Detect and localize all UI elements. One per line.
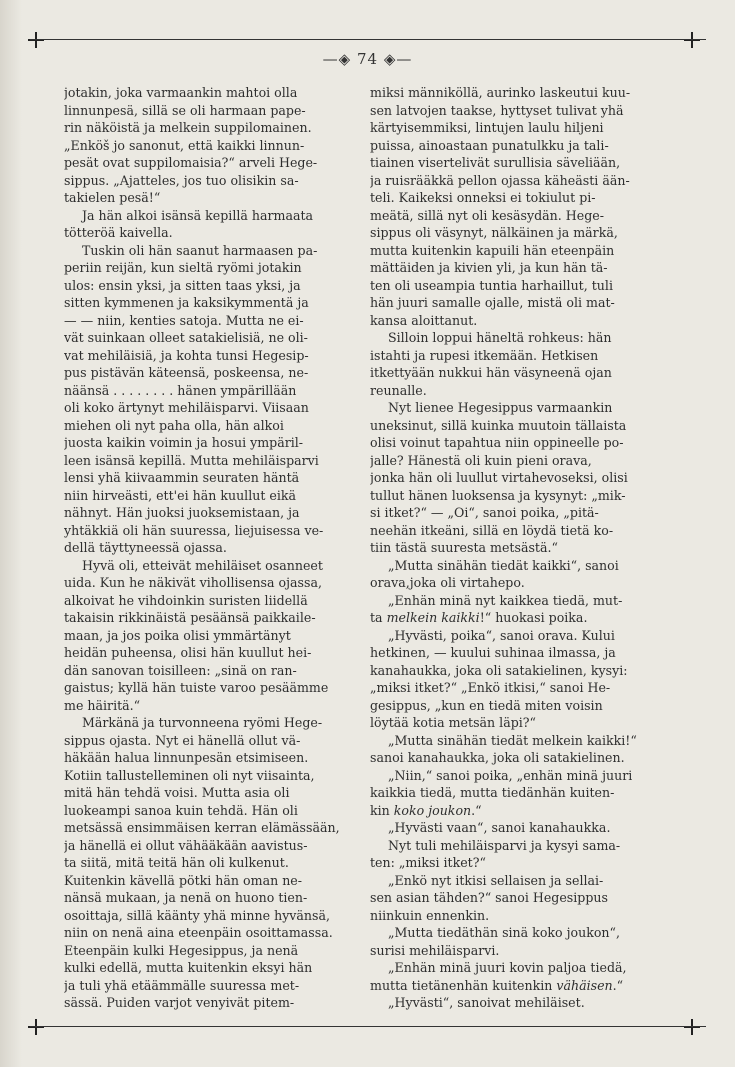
text-line: — — niin, kenties satoja. Mutta ne ei- [64,312,304,328]
text-line: sässä. Puiden varjot venyivät pitem- [64,995,295,1010]
text-line: „Enköš jo sanonut, että kaikki linnun- [64,137,305,153]
text-line: Kotiin tallustelleminen oli nyt viisainta, [64,767,315,783]
text-line: luokeampi sanoa kuin tehdä. Hän oli [64,802,298,818]
text-line: kansa aloittanut. [370,312,478,328]
text-line: osoittaja, sillä käänty yhä minne hyvänsä, [64,907,331,923]
text-line: sanoi kanahaukka, joka oli satakielinen. [370,750,625,765]
header-ornament-right: ◈— [383,50,413,68]
text-line: „Hyvästi, poika“, sanoi orava. Kului [388,627,615,643]
text-line: me häiritä.“ [64,697,141,713]
text-line: juosta kaikin voimin ja hosui ympäril- [64,435,304,450]
page-header [0,50,735,68]
text-line: alkoivat he vihdoinkin suristen liidellä [64,592,308,608]
text-line: oli koko ärtynyt mehiläisparvi. Viisaan [64,400,309,415]
top-rule [30,39,706,40]
text-line: „Mutta tiedäthän sinä koko joukon“, [388,925,620,940]
text-line: itkettyään nukkui hän väsyneenä ojan [370,365,612,380]
text-line: puissa, ainoastaan punatulkku ja tali- [370,137,609,153]
text-line: Nyt lienee Hegesippus varmaankin [388,400,613,415]
registration-mark-top-right [684,32,700,48]
text-line: kulki edellä, mutta kuitenkin eksyi hän [64,960,313,975]
text-line: Hyvä oli, etteivät mehiläiset osanneet [82,557,323,573]
text-line: pesät ovat suppilomaisia?“ arveli Hege- [64,155,318,170]
text-line: ta melkein kaikki!“ huokasi poika. [370,610,588,625]
text-line: Silloin loppui häneltä rohkeus: hän [388,330,612,345]
text-line: ja hänellä ei ollut vähääkään aavistus- [64,837,308,853]
text-line: uneksinut, sillä kuinka muutoin tällaista [370,417,627,433]
text-line: ten oli useampia tuntia harhaillut, tuli [370,277,613,293]
bottom-rule [30,1026,706,1027]
text-line: ja tuli yhä etäämmälle suuressa met- [64,977,300,993]
text-line: häkään halua linnunpesän etsimiseen. [64,750,309,765]
text-line: „Enhän minä juuri kovin paljoa tiedä, [388,960,627,975]
text-line: maan, ja jos poika olisi ymmärtänyt [64,627,291,643]
text-line: kaikkia tiedä, mutta tiedänhän kuiten- [370,785,615,800]
text-line: Märkänä ja turvonneena ryömi Hege- [82,715,323,730]
text-line: yhtäkkiä oli hän suuressa, liejuisessa ve- [64,522,324,538]
text-line: uida. Kun he näkivät vihollisensa ojassa, [64,575,322,590]
text-line: Tuskin oli hän saanut harmaasen pa- [82,242,318,258]
text-line: „Enkö nyt itkisi sellaisen ja sellai- [388,872,604,888]
text-line: Nyt tuli mehiläisparvi ja kysyi sama- [388,837,621,853]
text-line: „miksi itket?“ „Enkö itkisi,“ sanoi He- [370,680,611,695]
text-line: sen asian tähden?“ sanoi Hegesippus [370,890,608,905]
text-line: meätä, sillä nyt oli kesäsydän. Hege- [370,207,604,223]
registration-mark-top-left [28,32,44,48]
left-text-column [64,84,376,1012]
text-line: leen isänsä kepillä. Mutta mehiläisparvi [64,452,319,468]
right-text-column [370,84,682,1012]
text-line: mitä hän tehdä voisi. Mutta asia oli [64,785,290,800]
text-line: orava,joka oli virtahepo. [370,575,525,590]
text-line: ja ruisrääkkä pellon ojassa käheästi ään- [370,172,630,188]
text-line: kärtyisemmiksi, lintujen laulu hiljeni [370,120,604,135]
text-line: takaisin rikkinäistä pesäänsä paikkaile- [64,610,316,625]
text-line: „Hyvästi“, sanoivat mehiläiset. [388,995,585,1010]
text-line: vät suinkaan olleet satakielisiä, ne oli- [64,330,308,345]
text-line: „Niin,“ sanoi poika, „enhän minä juuri [388,767,633,783]
text-line: mättäiden ja kivien yli, ja kun hän tä- [370,260,608,275]
text-line: niin on nenä aina eteenpäin osoittamassa. [64,925,333,940]
text-line: niinkuin ennenkin. [370,907,490,923]
text-line: lensi yhä kiivaammin seuraten häntä [64,470,300,485]
header-ornament-left: —◈ [322,50,352,68]
text-line: jalle? Hänestä oli kuin pieni orava, [370,452,592,468]
text-line: kanahaukka, joka oli satakielinen, kysyi: [370,662,628,678]
text-line: sen latvojen taakse, hyttyset tulivat yhä [370,102,624,118]
text-line: löytää kotia metsän läpi?“ [370,715,536,730]
text-line: si itket?“ — „Oi“, sanoi poika, „pitä- [370,505,599,520]
text-line: gesippus, „kun en tiedä miten voisin [370,697,603,713]
text-line: sippus oli väsynyt, nälkäinen ja märkä, [370,225,618,240]
text-line: hetkinen, — kuului suhinaa ilmassa, ja [370,645,616,660]
text-line: istahti ja rupesi itkemään. Hetkisen [370,347,599,363]
text-line: sippus. „Ajatteles, jos tuo olisikin sa- [64,172,299,188]
text-line: teli. Kaikeksi onneksi ei tokiulut pi- [370,190,596,205]
text-line: rin näköistä ja melkein suppilomainen. [64,120,312,135]
text-line: dän sanovan toisilleen: „sinä on ran- [64,662,297,678]
text-line: periin reijän, kun sieltä ryömi jotakin [64,260,302,275]
page-number: 74 [356,50,379,68]
text-line: surisi mehiläisparvi. [370,942,500,958]
text-line: nänsä mukaan, ja nenä on huono tien- [64,890,308,905]
text-line: jonka hän oli luullut virtahevoseksi, olisi [370,470,628,485]
text-line: Eteenpäin kulki Hegesippus, ja nenä [64,942,299,958]
text-line: ulos: ensin yksi, ja sitten taas yksi, ja [64,277,301,293]
text-line: olisi voinut tapahtua niin oppineelle po- [370,435,624,450]
text-line: dellä täyttyneessä ojassa. [64,540,227,555]
text-line: miksi männiköllä, aurinko laskeutui kuu- [370,85,631,100]
text-line: hän juuri samalle ojalle, mistä oli mat- [370,295,615,310]
text-line: sitten kymmenen ja kaksikymmentä ja [64,295,309,310]
text-line: Ja hän alkoi isänsä kepillä harmaata [82,207,314,223]
text-line: neehän itkeäni, sillä en löydä tietä ko- [370,522,614,538]
registration-mark-bottom-right [684,1019,700,1035]
text-line: „Enhän minä nyt kaikkea tiedä, mut- [388,592,623,608]
text-line: kin koko joukon.“ [370,802,482,818]
text-line: tötteröä kaivella. [64,225,173,240]
page-gutter-shadow [0,0,22,1067]
registration-mark-bottom-left [28,1019,44,1035]
text-line: „Hyvästi vaan“, sanoi kanahaukka. [388,820,611,835]
text-line: jotakin, joka varmaankin mahtoi olla [64,85,298,100]
text-line: niin hirveästi, ett'ei hän kuullut eikä [64,487,297,503]
text-line: Kuitenkin kävellä pötki hän oman ne- [64,872,303,888]
text-line: mutta kuitenkin kapuili hän eteenpäin [370,242,615,258]
text-line: tiainen visertelivät surullisia säveliään, [370,155,621,170]
text-line: miehen oli nyt paha olla, hän alkoi [64,417,284,433]
text-line: „Mutta sinähän tiedät kaikki“, sanoi [388,557,619,573]
text-line: ta siitä, mitä teitä hän oli kulkenut. [64,855,289,870]
text-line: pus pistävän käteensä, poskeensa, ne- [64,365,309,380]
text-line: nähnyt. Hän juoksi juoksemistaan, ja [64,505,300,520]
text-line: takielen pesä!“ [64,190,161,205]
text-line: vat mehiläisiä, ja kohta tunsi Hegesip- [64,347,309,363]
text-line: tiin tästä suuresta metsästä.“ [370,540,558,555]
text-line: linnunpesä, sillä se oli harmaan pape- [64,102,306,118]
text-line: tullut hänen luoksensa ja kysynyt: „mik- [370,487,626,503]
text-line: „Mutta sinähän tiedät melkein kaikki!“ [388,732,637,748]
text-line: gaistus; kyllä hän tuiste varoo pesäämme [64,680,329,695]
text-line: mutta tietänenhän kuitenkin vähäisen.“ [370,977,624,993]
text-line: ten: „miksi itket?“ [370,855,486,870]
text-line: sippus ojasta. Nyt ei hänellä ollut vä- [64,732,301,748]
text-line: heidän puheensa, olisi hän kuullut hei- [64,645,312,660]
text-line: reunalle. [370,382,427,398]
text-line: metsässä ensimmäisen kerran elämässään, [64,820,340,835]
text-line: näänsä . . . . . . . . hänen ympärillään [64,382,297,398]
